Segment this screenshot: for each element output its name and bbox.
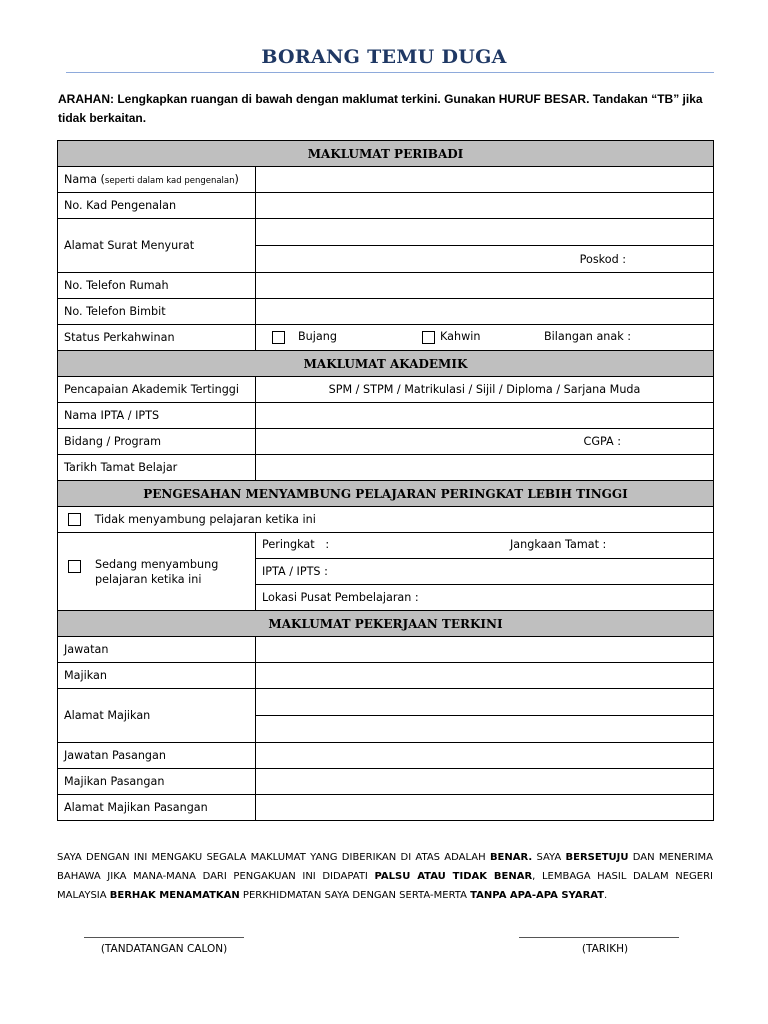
- marital-status-field: [256, 325, 714, 351]
- instructions-text: : Lengkapkan ruangan di bawah dengan maklumat terkini. Gunakan HURUF BESAR. Tandakan “TB” jika tidak berkaitan.: [58, 92, 703, 125]
- not-continuing-row: [58, 507, 714, 533]
- section-further-study-header: PENGESAHAN MENYAMBUNG PELAJARAN PERINGKAT LEBIH TINGGI: [58, 481, 714, 507]
- spouse-position-field[interactable]: [256, 743, 714, 769]
- home-phone-field[interactable]: [256, 273, 714, 299]
- expected-end-label: Jangkaan Tamat :: [510, 538, 607, 551]
- study-location-label: Lokasi Pusat Pembelajaran :: [262, 591, 419, 604]
- graduation-date-field[interactable]: [256, 455, 714, 481]
- employer-address-field-line2[interactable]: [256, 716, 714, 743]
- home-phone-label: No. Telefon Rumah: [58, 273, 256, 299]
- postcode-label: Poskod :: [579, 252, 627, 266]
- postcode-field[interactable]: [256, 246, 714, 273]
- study-level-field[interactable]: [256, 533, 714, 559]
- employer-address-field-line1[interactable]: [256, 689, 714, 716]
- mobile-phone-label: No. Telefon Bimbit: [58, 299, 256, 325]
- spouse-employer-address-label: Alamat Majikan Pasangan: [58, 795, 256, 821]
- study-institution-field[interactable]: [256, 559, 714, 585]
- position-field[interactable]: [256, 637, 714, 663]
- study-level-label: Peringkat :: [262, 538, 330, 551]
- single-label: Bujang: [298, 330, 337, 343]
- declaration-text: SAYA DENGAN INI MENGAKU SEGALA MAKLUMAT YANG DIBERIKAN DI ATAS ADALAH BENAR. SAYA BERSETUJU DAN MENERIMA BAHAWA JIKA MANA-MANA DARI PENGAKUAN INI DIDAPATI PALSU ATAU TIDAK BENAR, LEMBAGA HASIL DALAM NEGERI MALAYSIA BERHAK MENAMATKAN PERKHIDMATAN SAYA DENGAN SERTA-MERTA TANPA APA-APA SYARAT.: [57, 852, 713, 901]
- institution-field[interactable]: [256, 403, 714, 429]
- single-checkbox[interactable]: [272, 330, 285, 344]
- ic-field[interactable]: [256, 193, 714, 219]
- candidate-signature-label: (TANDATANGAN CALON): [100, 943, 228, 955]
- candidate-signature-line[interactable]: [84, 937, 244, 938]
- married-label: Kahwin: [440, 330, 481, 343]
- study-institution-label: IPTA / IPTS :: [262, 565, 328, 578]
- position-label: Jawatan: [58, 637, 256, 663]
- section-employment-header: MAKLUMAT PEKERJAAN TERKINI: [58, 611, 714, 637]
- continuing-cell: [58, 533, 256, 611]
- spouse-employer-address-field[interactable]: [256, 795, 714, 821]
- instructions: [58, 90, 718, 128]
- employer-address-label: Alamat Majikan: [58, 689, 256, 743]
- marital-status-label: Status Perkahwinan: [58, 325, 256, 351]
- continuing-checkbox[interactable]: [68, 560, 81, 573]
- name-label: Nama (seperti dalam kad pengenalan): [58, 167, 256, 193]
- not-continuing-label: Tidak menyambung pelajaran ketika ini: [94, 512, 316, 526]
- institution-label: Nama IPTA / IPTS: [58, 403, 256, 429]
- children-label: Bilangan anak :: [544, 330, 632, 343]
- cgpa-label: CGPA :: [583, 435, 622, 448]
- date-label: (TARIKH): [581, 943, 629, 955]
- date-signature-line[interactable]: [519, 937, 679, 938]
- name-field[interactable]: [256, 167, 714, 193]
- section-personal-header: MAKLUMAT PERIBADI: [58, 141, 714, 167]
- interview-form-table: [57, 140, 714, 821]
- spouse-position-label: Jawatan Pasangan: [58, 743, 256, 769]
- mobile-phone-field[interactable]: [256, 299, 714, 325]
- name-note: seperti dalam kad pengenalan: [104, 176, 235, 186]
- ic-label: No. Kad Pengenalan: [58, 193, 256, 219]
- title-divider: [66, 72, 714, 73]
- field-program-label: Bidang / Program: [58, 429, 256, 455]
- continuing-label-line1: Sedang menyambung: [95, 557, 219, 571]
- graduation-date-label: Tarikh Tamat Belajar: [58, 455, 256, 481]
- address-label: Alamat Surat Menyurat: [58, 219, 256, 273]
- employer-label: Majikan: [58, 663, 256, 689]
- address-field-line1[interactable]: [256, 219, 714, 246]
- employer-field[interactable]: [256, 663, 714, 689]
- instructions-lead: ARAHAN: [58, 92, 110, 106]
- spouse-employer-field[interactable]: [256, 769, 714, 795]
- not-continuing-checkbox[interactable]: [68, 513, 81, 526]
- continuing-label-line2: pelajaran ketika ini: [95, 572, 202, 586]
- field-program-field[interactable]: [256, 429, 714, 455]
- study-location-field[interactable]: [256, 585, 714, 611]
- section-academic-header: MAKLUMAT AKADEMIK: [58, 351, 714, 377]
- page-title: BORANG TEMU DUGA: [261, 46, 507, 68]
- highest-achievement-options[interactable]: SPM / STPM / Matrikulasi / Sijil / Diploma / Sarjana Muda: [256, 377, 714, 403]
- highest-achievement-label: Pencapaian Akademik Tertinggi: [58, 377, 256, 403]
- spouse-employer-label: Majikan Pasangan: [58, 769, 256, 795]
- married-checkbox[interactable]: [422, 330, 435, 344]
